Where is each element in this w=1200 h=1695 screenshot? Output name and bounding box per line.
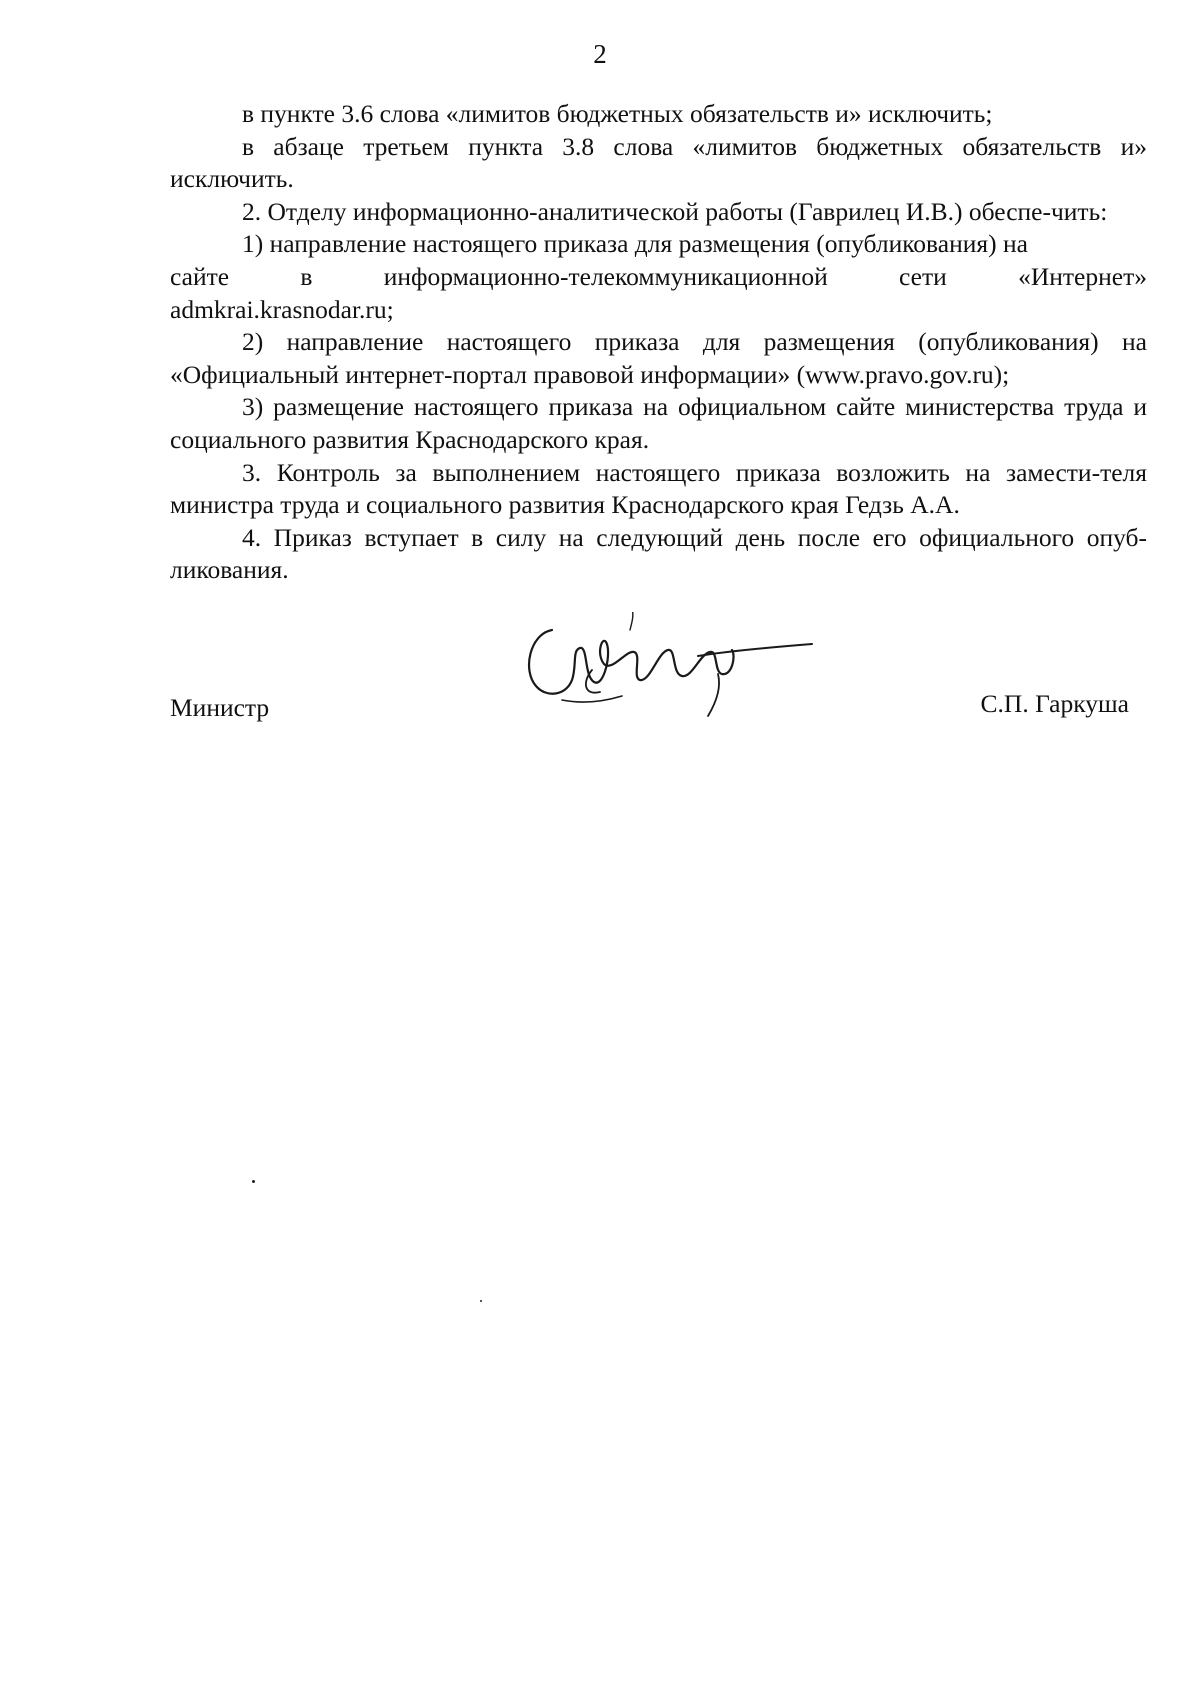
subitem-1-line-3: admkrai.krasnodar.ru; xyxy=(170,294,394,324)
signature-block xyxy=(170,612,1147,732)
paragraph-item-2: 2. Отделу информационно-аналитической работы (Гаврилец И.В.) обеспе-чить: xyxy=(242,196,1108,226)
paragraph-subitem-3: 3) размещение настоящего приказа на официальном сайте министерства труда и социального развития Краснодарского края. xyxy=(170,392,1147,454)
handwritten-signature xyxy=(522,612,822,727)
scan-speck xyxy=(252,1180,255,1183)
paragraph-amendment-3-6: в пункте 3.6 слова «лимитов бюджетных обязательств и» исключить; xyxy=(242,99,993,128)
subitem-1-line-2 xyxy=(170,261,1147,294)
site-word: сайте xyxy=(170,261,230,291)
paragraph-subitem-1 xyxy=(170,228,1147,326)
site-word: в xyxy=(300,261,313,291)
page-number: 2 xyxy=(593,39,607,69)
scan-speck xyxy=(480,1300,482,1302)
signatory-role: Министр xyxy=(170,693,270,722)
document-body xyxy=(170,98,1147,587)
subitem-1-line-1: 1) направление настоящего приказа для размещения (опубликования) на xyxy=(242,229,1028,259)
signatory-name: С.П. Гаркуша xyxy=(980,689,1129,718)
paragraph-item-3: 3. Контроль за выполнением настоящего приказа возложить на замести-теля министра труда и социального развития Краснодарского края Гедзь А.А. xyxy=(170,457,1147,520)
site-word: информационно-телекоммуникационной xyxy=(383,261,828,291)
paragraph-amendment-3-8: в абзаце третьем пункта 3.8 слова «лимитов бюджетных обязательств и» исключить. xyxy=(170,131,1147,194)
paragraph-item-4: 4. Приказ вступает в силу на следующий день после его официального опуб-ликования. xyxy=(170,522,1147,585)
site-word: сети xyxy=(899,261,947,291)
site-word: «Интернет» xyxy=(1018,261,1147,291)
paragraph-subitem-2: 2) направление настоящего приказа для размещения (опубликования) на «Официальный интернет-портал правовой информации» (www.pravo.gov.ru); xyxy=(170,327,1147,389)
